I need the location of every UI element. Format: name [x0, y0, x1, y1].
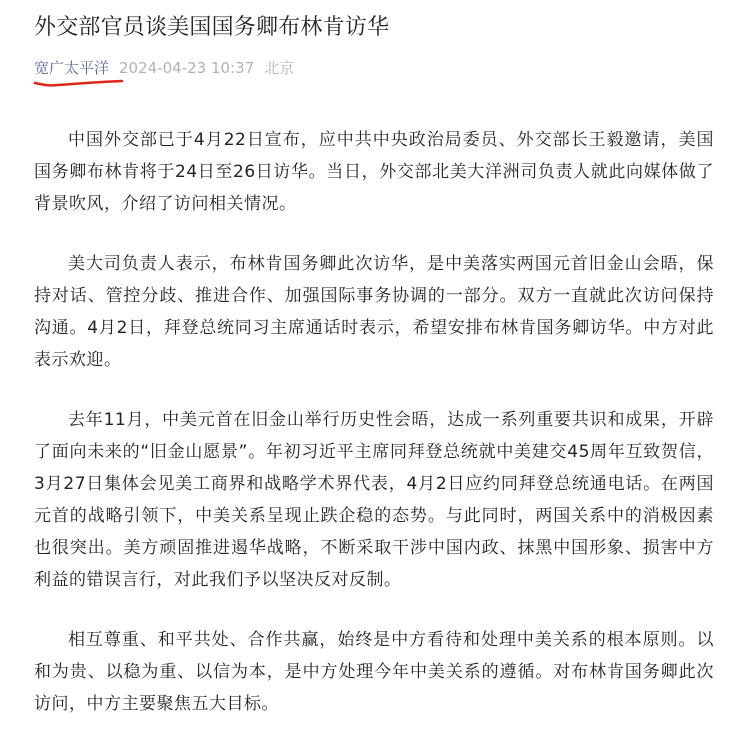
- article-meta: [34, 56, 714, 80]
- paragraph: 美大司负责人表示，布林肯国务卿此次访华，是中美落实两国元首旧金山会晤，保持对话、管控分歧、推进合作、加强国际事务协调的一部分。双方一直就此次访问保持沟通。4月2日，拜登总统同习主席通话时表示，希望安排布林肯国务卿访华。中方对此表示欢迎。: [34, 254, 714, 370]
- article: [34, 10, 714, 748]
- paragraph: 相互尊重、和平共处、合作共赢，始终是中方看待和处理中美关系的根本原则。以和为贵、以稳为重、以信为本，是中方处理今年中美关系的遵循。对布林肯国务卿此次访问，中方主要聚焦五大目标。: [34, 630, 714, 714]
- publish-location: 北京: [264, 59, 295, 77]
- paragraph: 中国外交部已于4月22日宣布，应中共中央政治局委员、外交部长王毅邀请，美国国务卿布林肯将于24日至26日访华。当日，外交部北美大洋洲司负责人就此向媒体做了背景吹风，介绍了访问相关情况。: [34, 130, 714, 214]
- author-link[interactable]: 宽广太平洋: [34, 59, 110, 77]
- paragraph: 去年11月，中美元首在旧金山举行历史性会晤，达成一系列重要共识和成果，开辟了面向未来的“旧金山愿景”。年初习近平主席同拜登总统就中美建交45周年互致贺信，3月27日集体会见美工商界和战略学术界代表，4月2日应约同拜登总统通电话。在两国元首的战略引领下，中美关系呈现止跌企稳的态势。与此同时，两国关系中的消极因素也很突出。美方顽固推进遏华战略，不断采取干涉中国内政、抹黑中国形象、损害中方利益的错误言行，对此我们予以坚决反对反制。: [34, 410, 714, 590]
- red-underline-annotation: [34, 76, 124, 88]
- article-body: [34, 124, 714, 720]
- underline-stroke: [35, 81, 122, 85]
- article-title: 外交部官员谈美国国务卿布林肯访华: [34, 15, 390, 40]
- publish-date: 2024-04-23 10:37: [119, 59, 255, 77]
